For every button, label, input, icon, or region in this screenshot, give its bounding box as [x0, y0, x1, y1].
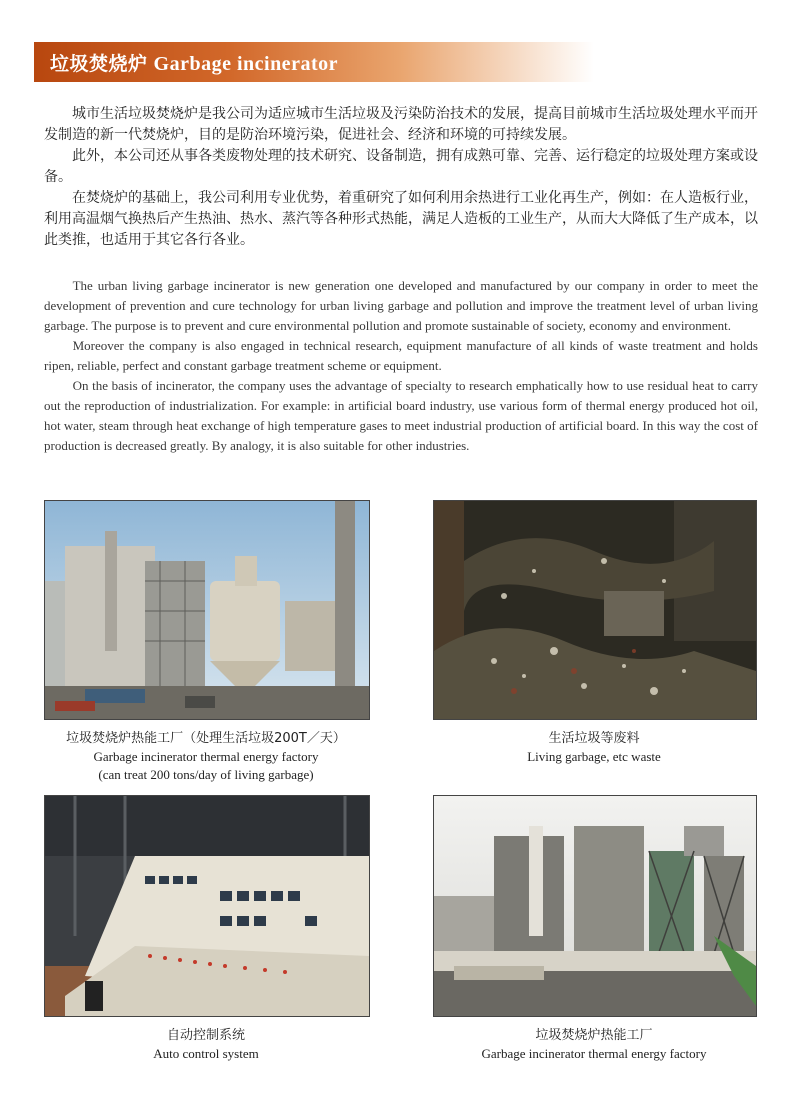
- photo-caption: [44, 730, 368, 784]
- title-en: Garbage incinerator: [153, 53, 338, 75]
- caption-en: Garbage incinerator thermal energy factory: [481, 1046, 707, 1061]
- intro-zh-paragraph: 此外，本公司还从事各类废物处理的技术研究、设备制造，拥有成熟可靠、完善、运行稳定的垃圾处理方案或设备。: [44, 148, 758, 185]
- caption-en: (can treat 200 tons/day of living garbage): [98, 767, 314, 782]
- photo-caption: [433, 1027, 755, 1063]
- intro-en-paragraph: Moreover the company is also engaged in technical research, equipment manufacture of all kinds of waste treatment and holds ripen, reliable, perfect and constant garbage treatment scheme or equipment.: [44, 338, 758, 373]
- intro-zh: [44, 104, 760, 251]
- intro-zh-paragraph: 在焚烧炉的基础上，我公司利用专业优势，着重研究了如何利用余热进行工业化再生产，例如：在人造板行业，利用高温烟气换热后产生热油、热水、蒸汽等各种形式热能，满足人造板的工业生产，从而大大降低了生产成本，以此类推，也适用于其它各行各业。: [44, 190, 758, 248]
- photo-caption: [433, 730, 755, 766]
- control-system-photo: [44, 795, 370, 1017]
- living-garbage-photo: [433, 500, 757, 720]
- caption-zh: 自动控制系统: [166, 1028, 245, 1043]
- intro-en: [44, 276, 758, 456]
- intro-en-paragraph: On the basis of incinerator, the company uses the advantage of specialty to research emphatically how to use residual heat to carry out the reproduction of industrialization. For example: in artificial board industry, use various form of thermal energy produced hot oil, hot water, steam through heat exchange of high temperature gases to meet industrial production of artificial board. In this way the cost of production is decreased greatly. By analogy, it is also suitable for other industries.: [44, 378, 758, 453]
- caption-zh: 垃圾焚烧炉热能工厂: [535, 1028, 653, 1043]
- intro-en-paragraph: The urban living garbage incinerator is new generation one developed and manufactured by our company in order to meet the development of prevention and cure technology for urban living garbage and pollution and improve the treatment level of urban living garbage. The purpose is to prevent and cure environmental pollution and promote sustainable of society, economy and environment.: [44, 278, 758, 333]
- caption-en: Auto control system: [153, 1046, 259, 1061]
- incinerator-plant-photo: [44, 500, 370, 720]
- caption-en: Living garbage, etc waste: [527, 749, 661, 764]
- caption-zh: 生活垃圾等废料: [548, 731, 640, 746]
- caption-zh: 垃圾焚烧炉热能工厂（处理生活垃圾200T／天）: [66, 731, 346, 746]
- page-title: [50, 49, 338, 76]
- intro-zh-paragraph: 城市生活垃圾焚烧炉是我公司为适应城市生活垃圾及污染防治技术的发展，提高目前城市生活垃圾处理水平而开发制造的新一代焚烧炉，目的是防治环境污染，促进社会、经济和环境的可持续发展。: [44, 106, 758, 143]
- title-zh: 垃圾焚烧炉: [50, 53, 148, 75]
- thermal-factory-photo: [433, 795, 757, 1017]
- caption-en: Garbage incinerator thermal energy factory: [93, 749, 319, 764]
- photo-caption: [44, 1027, 368, 1063]
